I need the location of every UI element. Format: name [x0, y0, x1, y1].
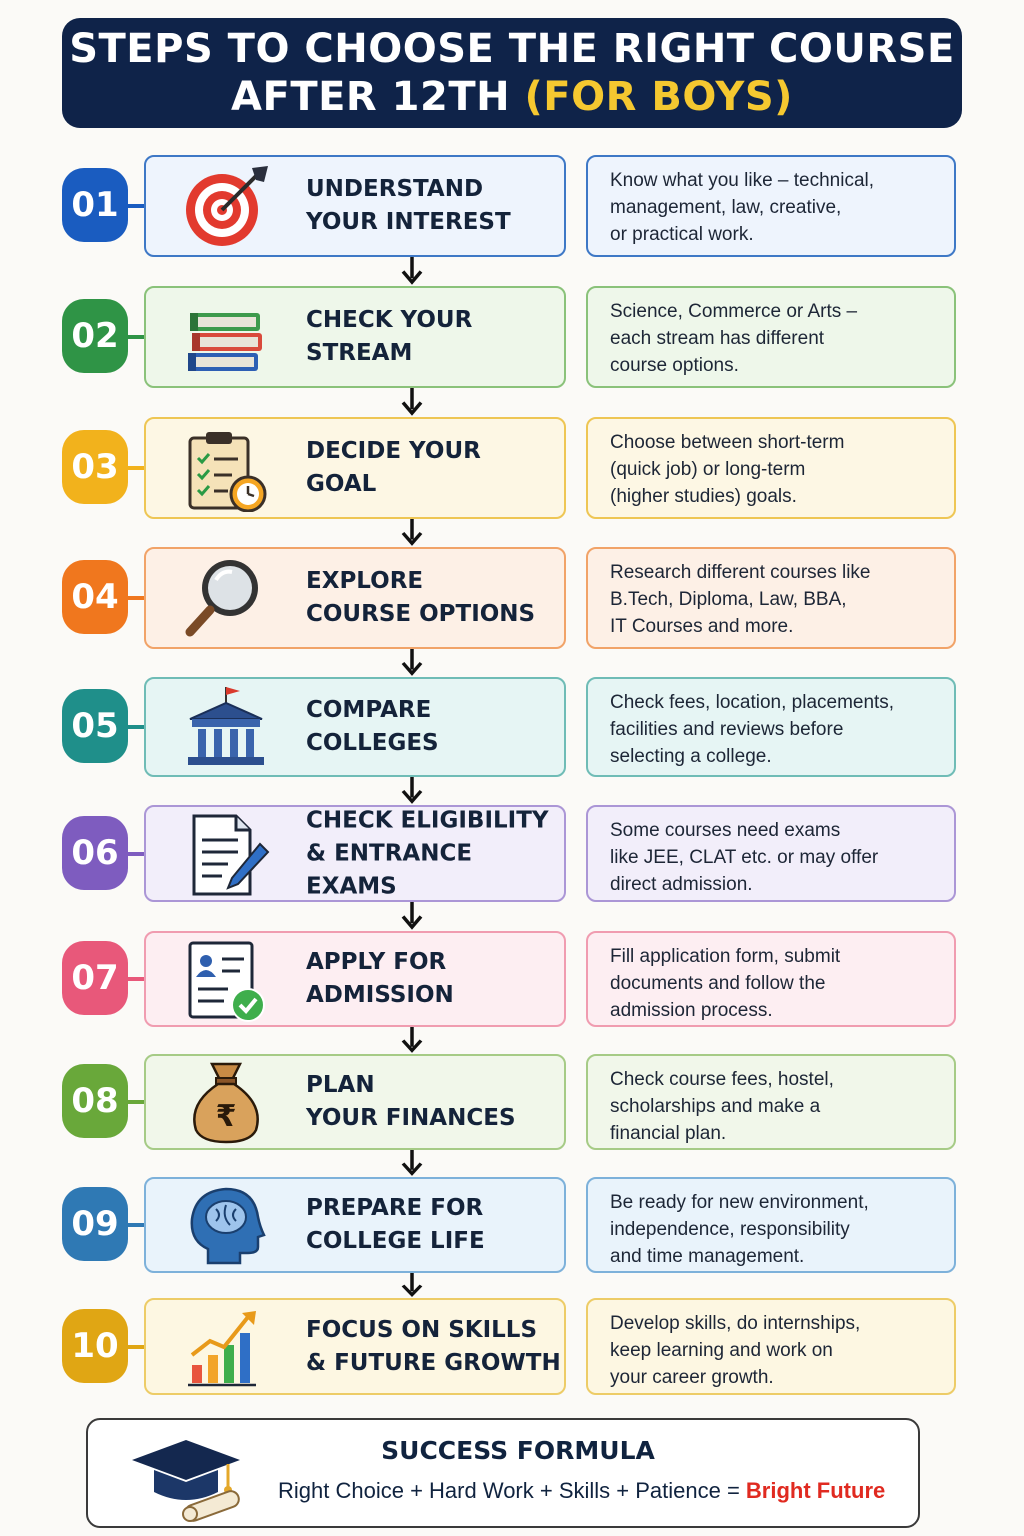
- step-description-line: and time management.: [610, 1246, 805, 1267]
- document-pen-icon: [182, 810, 270, 898]
- step-number-badge: 06: [62, 816, 128, 890]
- step-title: [306, 173, 561, 239]
- step-title: [306, 1192, 561, 1258]
- step-title-line1: APPLY FOR: [306, 949, 447, 975]
- step-title-line2: COLLEGES: [306, 730, 439, 756]
- step-description: [586, 677, 956, 777]
- step-title: [306, 946, 561, 1012]
- step-description-line: selecting a college.: [610, 746, 772, 767]
- step-description-line: direct admission.: [610, 874, 753, 895]
- step-row: [0, 417, 1024, 519]
- step-connector: [126, 204, 146, 208]
- step-title: [306, 694, 561, 760]
- step-card: [144, 805, 566, 902]
- step-number-badge: 01: [62, 168, 128, 242]
- step-row: [0, 286, 1024, 388]
- step-description: [586, 417, 956, 519]
- step-description-line: management, law, creative,: [610, 197, 842, 218]
- step-number-badge: 04: [62, 560, 128, 634]
- magnifier-icon: [182, 554, 270, 642]
- step-description-line: Some courses need exams: [610, 820, 841, 841]
- formula-title: SUCCESS FORMULA: [381, 1436, 655, 1465]
- formula-line: [278, 1478, 885, 1504]
- title-main: AFTER 12TH: [231, 74, 525, 120]
- application-check-icon: [182, 935, 270, 1023]
- step-connector: [126, 1223, 146, 1227]
- step-title: [306, 1069, 561, 1135]
- step-row: [0, 155, 1024, 257]
- step-description-line: like JEE, CLAT etc. or may offer: [610, 847, 879, 868]
- step-description-line: (higher studies) goals.: [610, 486, 797, 507]
- step-title-line2: COLLEGE LIFE: [306, 1228, 485, 1254]
- down-arrow-icon: [398, 388, 426, 417]
- step-title-line1: CHECK YOUR: [306, 307, 473, 333]
- step-card: [144, 547, 566, 649]
- title-accent: (FOR BOYS): [524, 74, 793, 120]
- step-title-line2: & ENTRANCE EXAMS: [306, 840, 473, 899]
- step-description-line: scholarships and make a: [610, 1096, 821, 1117]
- step-title-line1: PLAN: [306, 1072, 375, 1098]
- step-number-badge: 10: [62, 1309, 128, 1383]
- step-title: [306, 304, 561, 370]
- page-title-line2: [231, 73, 793, 121]
- step-description-line: keep learning and work on: [610, 1340, 833, 1361]
- step-title-line2: & FUTURE GROWTH: [306, 1349, 561, 1376]
- step-row: [0, 1054, 1024, 1150]
- formula-main: Right Choice + Hard Work + Skills + Patience =: [278, 1478, 746, 1503]
- step-row: [0, 931, 1024, 1027]
- step-title-line1: COMPARE: [306, 697, 432, 723]
- page-header: [62, 18, 962, 128]
- down-arrow-icon: [398, 1273, 426, 1298]
- step-description-line: or practical work.: [610, 224, 754, 245]
- money-bag-icon: [182, 1058, 270, 1146]
- step-description-line: Be ready for new environment,: [610, 1192, 869, 1213]
- step-row: [0, 677, 1024, 777]
- step-title: [306, 1314, 561, 1380]
- step-number-badge: 03: [62, 430, 128, 504]
- step-connector: [126, 335, 146, 339]
- formula-accent: Bright Future: [745, 1478, 886, 1503]
- step-description: [586, 1298, 956, 1395]
- step-connector: [126, 1100, 146, 1104]
- step-row: [0, 547, 1024, 649]
- down-arrow-icon: [398, 902, 426, 931]
- books-icon: [182, 293, 270, 381]
- step-description-line: Research different courses like: [610, 562, 871, 583]
- step-description-line: Know what you like – technical,: [610, 170, 875, 191]
- step-description: [586, 547, 956, 649]
- step-title-line2: COURSE OPTIONS: [306, 601, 536, 627]
- step-description: [586, 1177, 956, 1273]
- step-description-line: B.Tech, Diploma, Law, BBA,: [610, 589, 847, 610]
- step-description-line: course options.: [610, 355, 739, 376]
- step-title-line2: STREAM: [306, 340, 413, 366]
- step-title: [306, 565, 561, 631]
- down-arrow-icon: [398, 257, 426, 286]
- svg-text:₹: ₹: [215, 1099, 237, 1134]
- step-row: [0, 1298, 1024, 1395]
- step-number-badge: 09: [62, 1187, 128, 1261]
- step-connector: [126, 1345, 146, 1349]
- step-connector: [126, 725, 146, 729]
- clipboard-clock-icon: [182, 424, 270, 512]
- step-description-line: Check fees, location, placements,: [610, 692, 895, 713]
- target-icon: [182, 162, 270, 250]
- step-title-line2: YOUR INTEREST: [306, 209, 511, 235]
- step-title: [306, 804, 561, 903]
- step-card: [144, 417, 566, 519]
- step-description-line: Science, Commerce or Arts –: [610, 301, 858, 322]
- step-title-line1: UNDERSTAND: [306, 176, 484, 202]
- step-title-line1: DECIDE YOUR: [306, 438, 481, 464]
- step-description-line: Check course fees, hostel,: [610, 1069, 834, 1090]
- step-card: [144, 1054, 566, 1150]
- step-number-badge: 02: [62, 299, 128, 373]
- step-description-line: (quick job) or long-term: [610, 459, 806, 480]
- success-formula-box: [86, 1418, 920, 1528]
- college-building-icon: [182, 683, 270, 771]
- step-description-line: Fill application form, submit: [610, 946, 841, 967]
- step-connector: [126, 977, 146, 981]
- step-description-line: Develop skills, do internships,: [610, 1313, 861, 1334]
- down-arrow-icon: [398, 1150, 426, 1177]
- step-description: [586, 155, 956, 257]
- step-description-line: IT Courses and more.: [610, 616, 794, 637]
- step-description: [586, 805, 956, 902]
- step-row: [0, 805, 1024, 902]
- step-connector: [126, 852, 146, 856]
- step-title-line1: EXPLORE: [306, 568, 424, 594]
- brain-head-icon: [182, 1181, 270, 1269]
- step-title-line1: FOCUS ON SKILLS: [306, 1316, 538, 1343]
- step-card: [144, 286, 566, 388]
- down-arrow-icon: [398, 777, 426, 805]
- step-number-badge: 07: [62, 941, 128, 1015]
- step-description-line: each stream has different: [610, 328, 825, 349]
- step-card: [144, 931, 566, 1027]
- step-description-line: admission process.: [610, 1000, 773, 1021]
- step-description: [586, 1054, 956, 1150]
- step-description-line: Choose between short-term: [610, 432, 845, 453]
- step-description: [586, 286, 956, 388]
- step-title: [306, 435, 561, 501]
- step-card: [144, 155, 566, 257]
- step-connector: [126, 466, 146, 470]
- step-description: [586, 931, 956, 1027]
- step-title-line2: YOUR FINANCES: [306, 1105, 516, 1131]
- step-number-badge: 05: [62, 689, 128, 763]
- step-card: [144, 1177, 566, 1273]
- step-description-line: documents and follow the: [610, 973, 826, 994]
- down-arrow-icon: [398, 649, 426, 677]
- step-card: [144, 677, 566, 777]
- down-arrow-icon: [398, 519, 426, 547]
- step-title-line1: CHECK ELIGIBILITY: [306, 807, 549, 833]
- down-arrow-icon: [398, 1027, 426, 1054]
- step-description-line: financial plan.: [610, 1123, 727, 1144]
- step-connector: [126, 596, 146, 600]
- step-description-line: independence, responsibility: [610, 1219, 850, 1240]
- step-card: [144, 1298, 566, 1395]
- step-number-badge: 08: [62, 1064, 128, 1138]
- growth-chart-icon: [182, 1303, 270, 1391]
- step-title-line2: GOAL: [306, 471, 377, 497]
- step-row: [0, 1177, 1024, 1273]
- step-description-line: facilities and reviews before: [610, 719, 844, 740]
- page-title-line1: STEPS TO CHOOSE THE RIGHT COURSE: [69, 26, 955, 72]
- step-title-line1: PREPARE FOR: [306, 1195, 484, 1221]
- step-description-line: your career growth.: [610, 1367, 774, 1388]
- step-title-line2: ADMISSION: [306, 982, 454, 1008]
